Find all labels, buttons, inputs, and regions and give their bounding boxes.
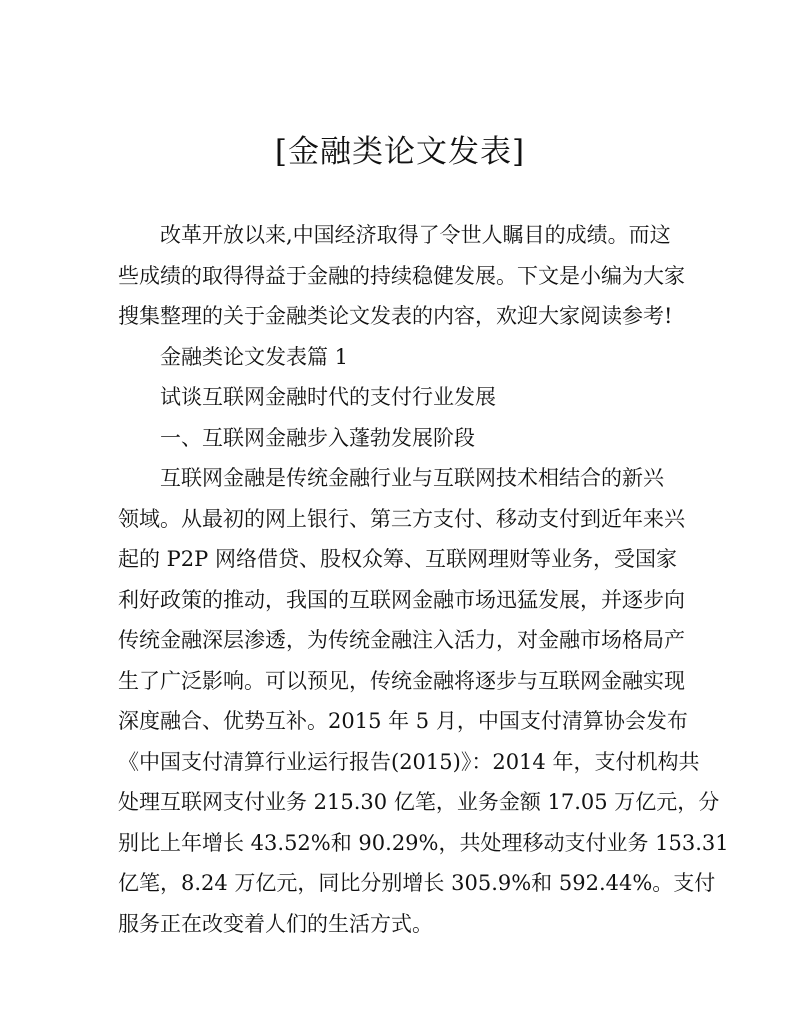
text-line: 领域。从最初的网上银行、第三方支付、移动支付到近年来兴 bbox=[118, 506, 685, 531]
text-line: 搜集整理的关于金融类论文发表的内容，欢迎大家阅读参考! bbox=[118, 304, 673, 328]
text-line: 利好政策的推动，我国的互联网金融市场迅猛发展，并逐步向 bbox=[118, 587, 685, 612]
text-line: 改革开放以来,中国经济取得了令世人瞩目的成绩。而这 bbox=[160, 223, 671, 247]
body-paragraph bbox=[118, 458, 729, 944]
document-body bbox=[118, 215, 729, 944]
section-heading: 金融类论文发表篇 1 bbox=[160, 344, 349, 369]
text-line: 亿笔，8.24 万亿元，同比分别增长 305.9%和 592.44%。支付 bbox=[118, 871, 716, 895]
article-title: 试谈互联网金融时代的支付行业发展 bbox=[160, 385, 496, 409]
text-line: 处理互联网支付业务 215.30 亿笔，业务金额 17.05 万亿元，分 bbox=[118, 790, 720, 814]
document-title: [金融类论文发表] bbox=[274, 134, 526, 170]
text-line: 服务正在改变着人们的生活方式。 bbox=[118, 911, 433, 936]
text-line: 起的 P2P 网络借贷、股权众筹、互联网理财等业务，受国家 bbox=[118, 547, 677, 571]
text-line: 生了广泛影响。可以预见，传统金融将逐步与互联网金融实现 bbox=[118, 668, 685, 693]
text-line: 互联网金融是传统金融行业与互联网技术相结合的新兴 bbox=[160, 466, 664, 490]
subheading: 一、互联网金融步入蓬勃发展阶段 bbox=[160, 425, 475, 450]
text-line: 《中国支付清算行业运行报告(2015)》：2014 年，支付机构共 bbox=[118, 749, 700, 774]
text-line: 传统金融深层渗透，为传统金融注入活力，对金融市场格局产 bbox=[118, 628, 685, 652]
text-line: 些成绩的取得得益于金融的持续稳健发展。下文是小编为大家 bbox=[118, 263, 685, 288]
intro-paragraph bbox=[118, 215, 685, 337]
text-line: 深度融合、优势互补。2015 年 5 月，中国支付清算协会发布 bbox=[118, 709, 688, 733]
text-line: 别比上年增长 43.52%和 90.29%，共处理移动支付业务 153.31 bbox=[118, 830, 729, 855]
